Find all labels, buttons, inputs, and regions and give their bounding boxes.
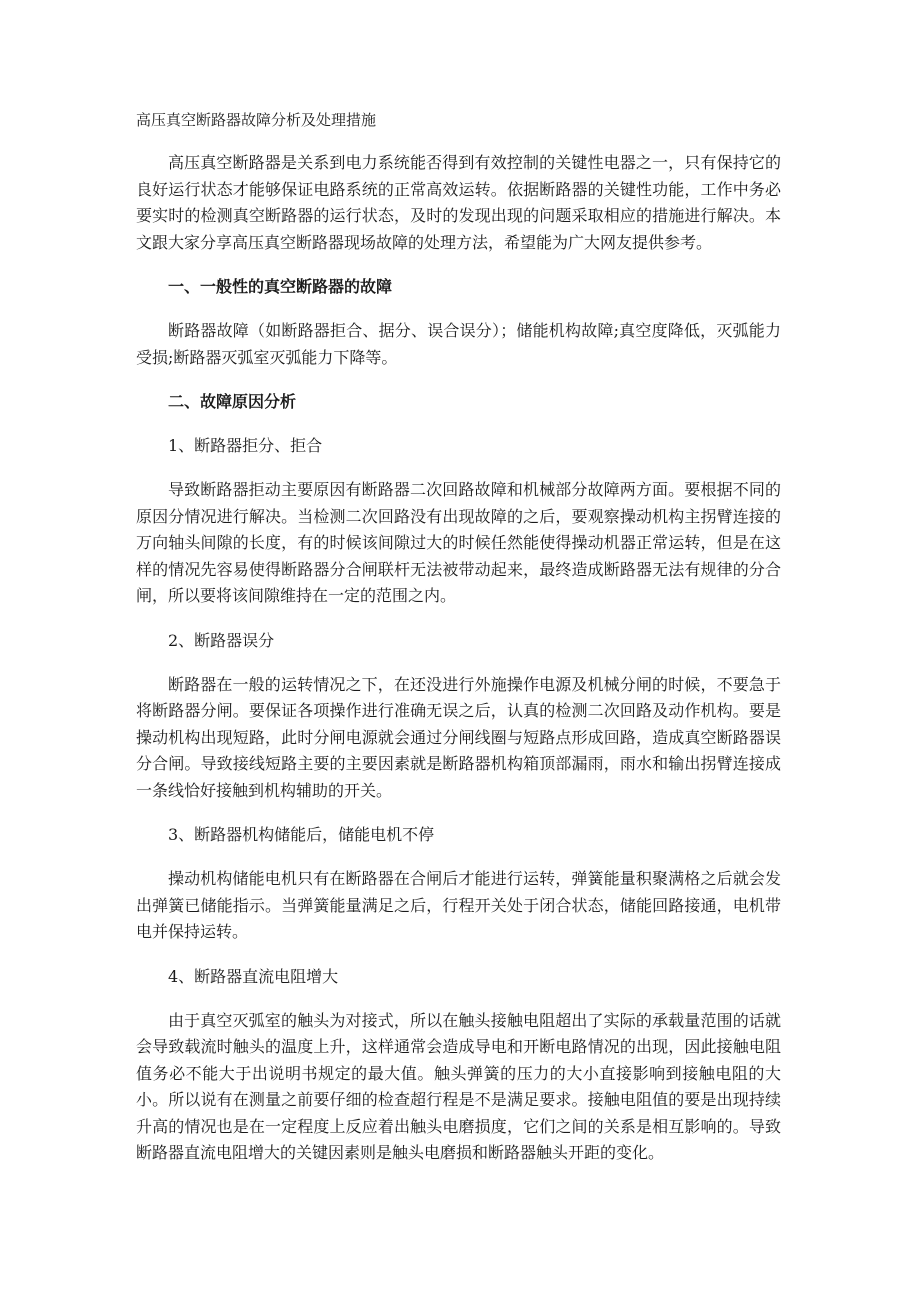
section-1-body: 断路器故障（如断路器拒合、据分、误合误分）；储能机构故障;真空度降低，灭弧能力受损;断路器灭弧室灭弧能力下降等。 — [136, 321, 781, 367]
item-2-title: 2、断路器误分 — [168, 630, 275, 650]
section-2-heading: 二、故障原因分析 — [168, 392, 297, 411]
document-page — [136, 108, 781, 1185]
item-3-title: 3、断路器机构储能后，储能电机不停 — [168, 825, 435, 844]
item-4-title: 4、断路器直流电阻增大 — [168, 966, 339, 986]
document-title: 高压真空断路器故障分析及处理措施 — [136, 111, 377, 129]
item-2-body: 断路器在一般的运转情况之下，在还没进行外施操作电源及机械分闸的时候，不要急于将断路器分闸。要保证各项操作进行准确无误之后，认真的检测二次回路及动作机构。要是操动机构出现短路，此时分闸电源就会通过分闸线圈与短路点形成回路，造成真空断路器误分合闸。导致接线短路主要的主要因素就是断路器机构箱顶部漏雨，雨水和输出拐臂连接成一条线恰好接触到机构辅助的开关。 — [136, 674, 781, 800]
section-1-heading: 一、一般性的真空断路器的故障 — [168, 277, 393, 296]
item-1-title: 1、断路器拒分、拒合 — [168, 436, 323, 455]
intro-paragraph: 高压真空断路器是关系到电力系统能否得到有效控制的关键性电器之一，只有保持它的良好运行状态才能够保证电路系统的正常高效运转。依据断路器的关键性功能，工作中务必要实时的检测真空断路器的运行状态，及时的发现出现的问题采取相应的措施进行解决。本文跟大家分享高压真空断路器现场故障的处理方法，希望能为广大网友提供参考。 — [136, 153, 781, 252]
item-1-body: 导致断路器拒动主要原因有断路器二次回路故障和机械部分故障两方面。要根据不同的原因分情况进行解决。当检测二次回路没有出现故障的之后，要观察操动机构主拐臂连接的万向轴头间隙的长度，有的时候该间隙过大的时候任然能使得操动机器正常运转，但是在这样的情况先容易使得断路器分合闸联杆无法被带动起来，最终造成断路器无法有规律的分合闸，所以要将该间隙维持在一定的范围之内。 — [136, 480, 781, 605]
item-3-body: 操动机构储能电机只有在断路器在合闸后才能进行运转，弹簧能量积聚满格之后就会发出弹簧已储能指示。当弹簧能量满足之后，行程开关处于闭合状态，储能回路接通，电机带电并保持运转。 — [136, 869, 781, 941]
item-4-body: 由于真空灭弧室的触头为对接式，所以在触头接触电阻超出了实际的承载量范围的话就会导致载流时触头的温度上升，这样通常会造成导电和开断电路情况的出现，因此接触电阻值务必不能大于出说明书规定的最大值。触头弹簧的压力的大小直接影响到接触电阻的大小。所以说有在测量之前要仔细的检查超行程是不是满足要求。接触电阻值的要是出现持续升高的情况也是在一定程度上反应着出触头电磨损度，它们之间的关系是相互影响的。导致断路器直流电阻增大的关键因素则是触头电磨损和断路器触头开距的变化。 — [136, 1010, 781, 1162]
